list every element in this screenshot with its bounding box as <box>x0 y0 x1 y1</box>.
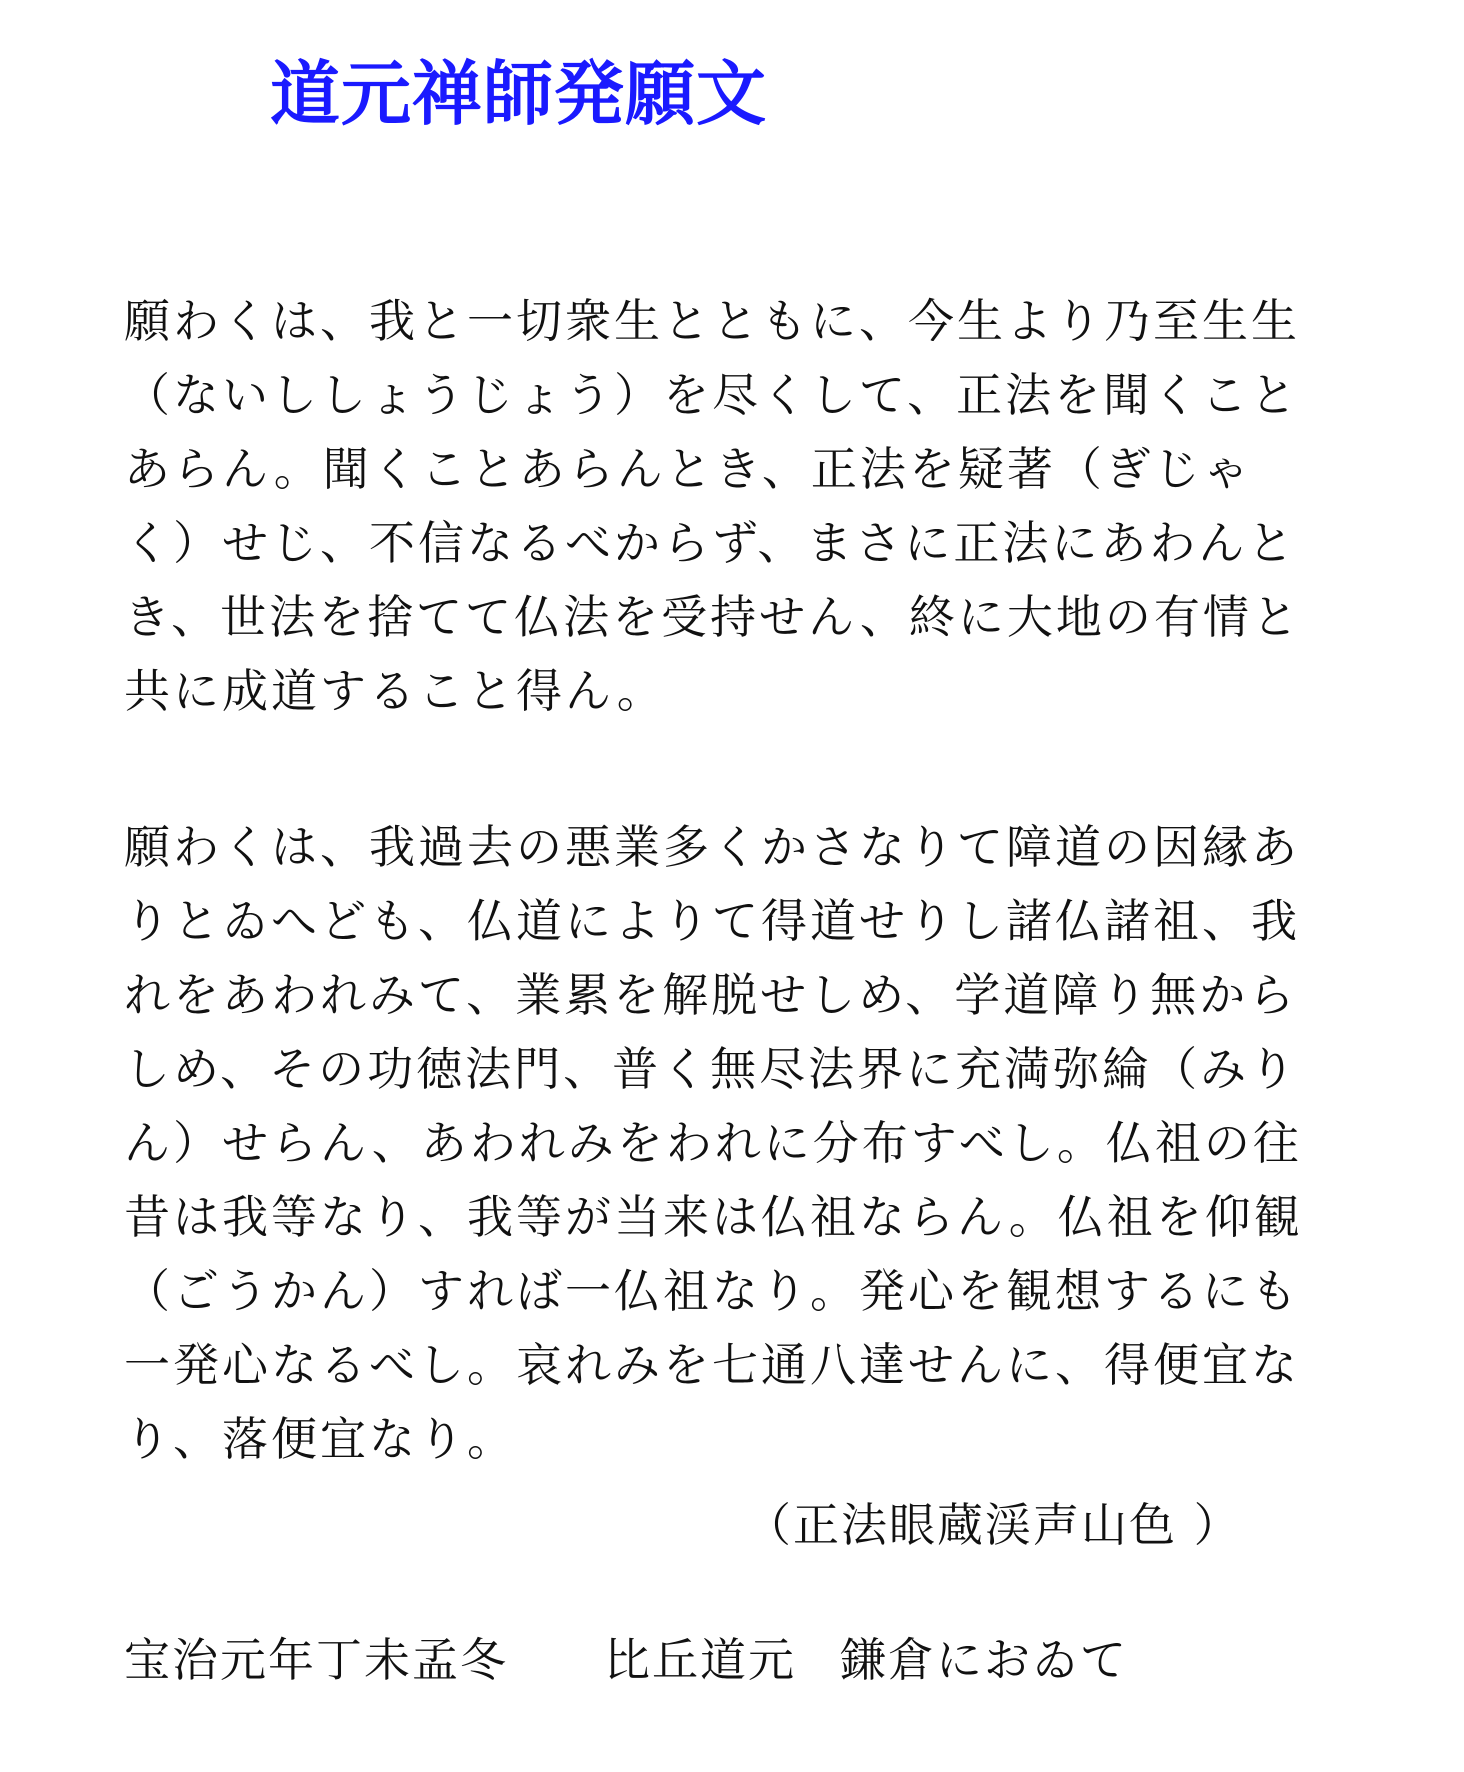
paragraph-line: 願わくは、我過去の悪業多くかさなりて障道の因縁あ <box>124 820 1300 874</box>
paragraph-line: しめ、その功徳法門、普く無尽法界に充満弥綸（みり <box>124 1042 1299 1096</box>
paragraph-line: あらん。聞くことあらんとき、正法を疑著（ぎじゃ <box>124 442 1252 496</box>
paragraph-line: ん）せらん、あわれみをわれに分布すべし。仏祖の往 <box>124 1116 1302 1170</box>
paragraph-line: りとゐへども、仏道によりて得道せりし諸仏諸祖、我 <box>124 894 1300 948</box>
source-citation: （正法眼蔵渓声山色 ） <box>745 1498 1242 1552</box>
signature-date: 宝治元年丁未孟冬 <box>124 1633 508 1687</box>
signature-line <box>124 1623 1128 1697</box>
paragraph-line: 昔は我等なり、我等が当来は仏祖ならん。仏祖を仰観 <box>124 1190 1303 1244</box>
paragraph-line: り、落便宜なり。 <box>124 1412 516 1466</box>
vow-paragraph-1 <box>124 284 1324 728</box>
paragraph-line: き、世法を捨てて仏法を受持せん、終に大地の有情と <box>124 590 1301 644</box>
paragraph-line: （ごうかん）すれば一仏祖なり。発心を観想するにも <box>124 1264 1300 1318</box>
paragraph-line: 共に成道すること得ん。 <box>124 664 666 718</box>
paragraph-line: く）せじ、不信なるべからず、まさに正法にあわんと <box>124 516 1297 570</box>
document-title: 道元禅師発願文 <box>270 52 767 135</box>
paragraph-line: 願わくは、我と一切衆生とともに、今生より乃至生生 <box>124 294 1300 348</box>
vow-paragraph-2 <box>124 810 1324 1476</box>
signature-author: 比丘道元 <box>604 1633 796 1687</box>
paragraph-line: 一発心なるべし。哀れみを七通八達せんに、得便宜な <box>124 1338 1300 1392</box>
paragraph-line: （ないししょうじょう）を尽くして、正法を聞くこと <box>124 368 1300 422</box>
paragraph-line: れをあわれみて、業累を解脱せしめ、学道障り無から <box>124 968 1298 1022</box>
signature-place: 鎌倉におゐて <box>840 1633 1128 1687</box>
